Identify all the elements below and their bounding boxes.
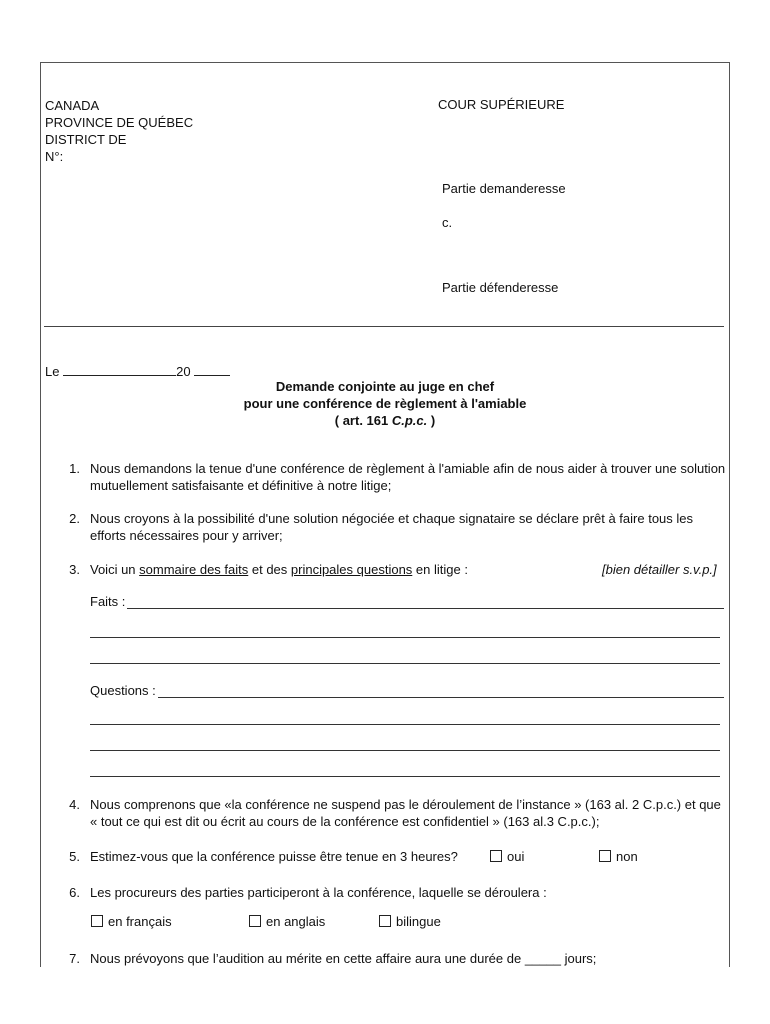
item-number: 2.	[69, 511, 80, 526]
item-text: Nous demandons la tenue d'une conférence de règlement à l'amiable afin de nous aider à trouver une solution mutuellement satisfaisante et définitive à notre litige;	[90, 461, 726, 493]
item-text: Voici un sommaire des faits et des principales questions en litige :	[90, 562, 468, 577]
facts-line-3[interactable]	[90, 649, 720, 664]
item-text: Nous comprenons que «la conférence ne suspend pas le déroulement de l’instance » (163 al. 2 C.p.c.) et que « tout ce qui est dit ou écrit au cours de la conférence est confidentiel » (163 al.3 C.p.c.);	[90, 797, 721, 829]
province-label: PROVINCE DE QUÉBEC	[45, 115, 194, 130]
option-no[interactable]: non	[599, 848, 638, 865]
checkbox-yes[interactable]	[490, 850, 502, 862]
checkbox-no[interactable]	[599, 850, 611, 862]
defendant-label: Partie défenderesse	[442, 280, 559, 295]
facts-label: Faits :	[90, 594, 126, 609]
year-prefix: 20	[176, 364, 191, 379]
list-item-1	[60, 460, 728, 496]
item-number: 5.	[69, 849, 80, 864]
title-line-2: pour une conférence de règlement à l'amiable	[243, 396, 527, 411]
item-text: Estimez-vous que la conférence puisse être tenue en 3 heures?	[90, 849, 458, 864]
questions-label: Questions :	[90, 683, 156, 698]
date-line	[45, 363, 230, 379]
list-item-3	[60, 561, 728, 581]
questions-line-1[interactable]	[90, 683, 724, 698]
option-english[interactable]: en anglais	[249, 914, 325, 929]
year-blank[interactable]	[194, 363, 230, 376]
list-item-2	[60, 510, 728, 546]
questions-line-2[interactable]	[90, 710, 720, 725]
title-line-1: Demande conjointe au juge en chef	[275, 379, 495, 394]
court-location-block	[45, 97, 193, 165]
title-line-3: ( art. 161 C.p.c. )	[334, 413, 436, 428]
option-yes[interactable]: oui	[490, 848, 524, 865]
title-code-ref: C.p.c.	[391, 413, 428, 428]
checkbox-english[interactable]	[249, 915, 261, 927]
checkbox-bilingual[interactable]	[379, 915, 391, 927]
checkbox-french[interactable]	[91, 915, 103, 927]
item-text: Nous prévoyons que l’audition au mérite en cette affaire aura une durée de _____ jours;	[90, 951, 597, 966]
list-item-4	[60, 796, 728, 832]
item-text: Les procureurs des parties participeront à la conférence, laquelle se déroulera :	[90, 885, 547, 900]
item-number: 4.	[69, 797, 80, 812]
country-label: CANADA	[45, 98, 100, 113]
duration-blank[interactable]: _____	[524, 951, 561, 966]
court-name: COUR SUPÉRIEURE	[438, 97, 565, 112]
questions-line-3[interactable]	[90, 736, 720, 751]
item-number: 7.	[69, 951, 80, 966]
list-item-5	[60, 848, 728, 868]
item-number: 3.	[69, 562, 80, 577]
main-questions-text: principales questions	[290, 562, 413, 577]
item-number: 1.	[69, 461, 80, 476]
plaintiff-label: Partie demanderesse	[442, 181, 566, 196]
district-label: DISTRICT DE	[45, 132, 127, 147]
list-item-7	[60, 950, 728, 968]
facts-line-2[interactable]	[90, 623, 720, 638]
facts-summary-link-text: sommaire des faits	[139, 562, 249, 577]
option-bilingual[interactable]: bilingue	[379, 914, 441, 929]
header-separator	[44, 326, 724, 327]
facts-line-1[interactable]	[90, 594, 724, 609]
option-french[interactable]: en français	[91, 914, 172, 929]
list-item-6	[60, 884, 728, 904]
file-number-label: N°:	[45, 149, 64, 164]
date-prefix: Le	[45, 364, 60, 379]
date-blank[interactable]	[63, 363, 176, 376]
questions-line-4[interactable]	[90, 762, 720, 777]
item-number: 6.	[69, 885, 80, 900]
item-text: Nous croyons à la possibilité d'une solution négociée et chaque signataire se déclare prêt à faire tous les efforts nécessaires pour y arriver;	[90, 511, 694, 543]
document-title	[140, 378, 630, 429]
versus-label: c.	[442, 215, 453, 230]
detail-note: [bien détailler s.v.p.]	[602, 562, 717, 577]
